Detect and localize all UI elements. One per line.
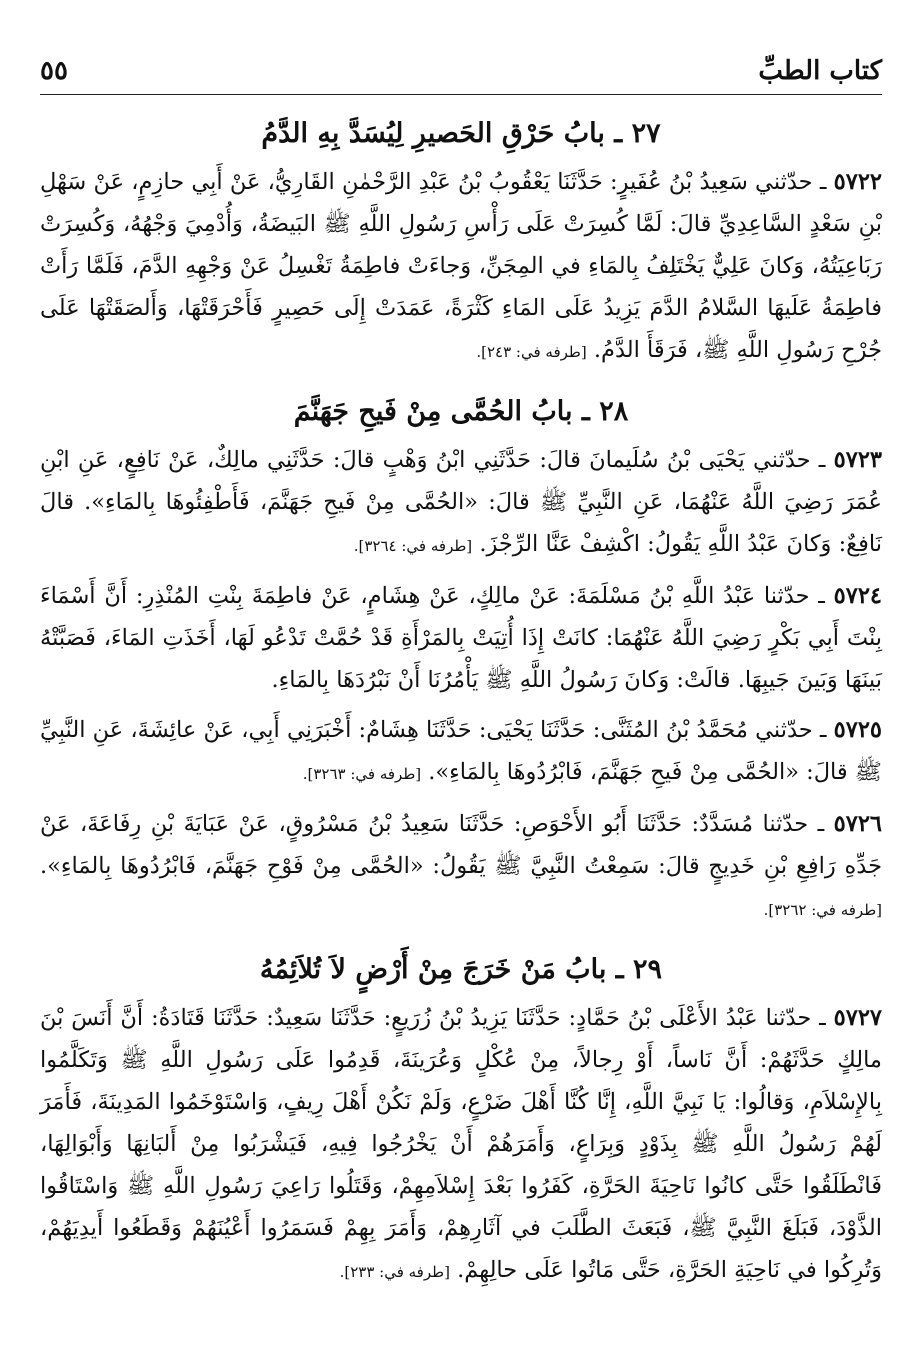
cross-reference: [طرفه في: ٢٤٣]. [476, 343, 587, 361]
hadith-text: ـ حدّثنا عَبْدُ الأَعْلَى بْنُ حَمَّادٍ: حَدَّثَنَا يَزِيدُ بْنُ زُرَيعٍ: حَدَّثَنَا سَعِيدٌ: حَدَّثَنَا قَتَادَةُ: أَنَّ أَنَسَ بْنَ مالِكٍ حَدَّثَهُمْ: أَنَّ نَاساً، أَوْ رِجالاً، مِنْ عُكْلٍ وَعُرَينَةَ، قَدِمُوا عَلَى رَسُولِ اللَّهِ ﷺ وَتَكَلَّمُوا بِالإِسْلاَمِ، وَقالُوا: يَا نَبِيَّ اللَّهِ، إِنَّا كُنَّا أَهْلَ ضَرْعٍ، وَلَمْ نَكُنْ أَهْلَ رِيفٍ، وَاسْتَوْخَمُوا المَدِينَةَ، فَأَمَرَ لَهُمْ رَسُولُ اللَّهِ ﷺ بِذَوْدٍ وَبِرَاعٍ، وَأَمَرَهُمْ أَنْ يَخْرُجُوا فِيهِ، فَيَشْرَبُوا مِنْ أَلبَانِهَا وَأَبْوَالِهَا، فَانْطَلَقُوا حَتَّى كانُوا نَاحِيَةَ الحَرَّةِ، كَفَرُوا بَعْدَ إِسْلاَمِهِمْ، وَقَتَلُوا رَاعِيَ رَسُولِ اللَّهِ ﷺ وَاسْتَاقُوا الذَّوْدَ، فَبَلَغَ النَّبِيَّ ﷺ، فَبَعَثَ الطَّلَبَ في آثَارِهِمْ، وَأَمَرَ بِهِمْ فَسَمَرُوا أَعْيُنَهُمْ وَقَطَعُوا أَيدِيَهُمْ، وَتُرِكُوا في نَاحِيَةِ الحَرَّةِ، حَتَّى مَاتُوا عَلَى حالِهِمْ. [40, 1005, 882, 1283]
hadith-number: ٥٧٢٤ [833, 583, 883, 609]
cross-reference: [طرفه في: ٣٢٦٢]. [763, 901, 882, 919]
chapter-title: ٢٩ ـ بابُ مَنْ خَرَجَ مِنْ أَرْضٍ لاَ تُلاَئِمُهُ [259, 954, 663, 985]
cross-reference: [طرفه في: ٣٢٦٣]. [302, 765, 422, 783]
hadith-paragraph [40, 709, 882, 795]
hadith-text: ـ حدّثنا مُسَدَّدٌ: حَدَّثَنَا أَبُو الأَحْوَصِ: حَدَّثَنَا سَعِيدُ بْنُ مَسْرُوقٍ، عَنْ عَبَايَةَ بْنِ رِفَاعَةَ، عَنْ جَدِّهِ رَافِعِ بْنِ خَدِيجٍ قالَ: سَمِعْتُ النَّبِيَّ ﷺ يَقُولُ: «الحُمَّى مِنْ فَوْحِ جَهَنَّمَ، فَابْرُدُوهَا بِالمَاءِ». [40, 811, 882, 879]
hadith-number: ٥٧٢٧ [833, 1005, 882, 1031]
hadith-text: ـ حدّثني مُحَمَّدُ بْنُ المُثَنَّى: حَدَّثَنَا يَحْيَى: حَدَّثَنَا هِشَامٌ: أَخْبَرَنِي أَبِي، عَنْ عائِشَةَ، عَنِ النَّبِيِّ ﷺ قالَ: «الحُمَّى مِنْ فَيحِ جَهَنَّمَ، فَابْرُدُوهَا بِالمَاءِ». [40, 717, 882, 785]
running-title: كتاب الطبِّ [758, 56, 882, 86]
hadith-paragraph [40, 997, 882, 1293]
page-number: ٥٥ [40, 56, 68, 86]
hadith-text: ـ حدّثنا عَبْدُ اللَّهِ بْنُ مَسْلَمَةَ: عَنْ مالِكٍ، عَنْ هِشَامٍ، عَنْ فاطِمَةَ بِنْتِ المُنْذِرِ: أَنَّ أَسْمَاءَ بِنْتَ أَبِي بَكْرٍ رَضِيَ اللَّهُ عَنْهُمَا: كانَتْ إِذَا أُتِيَتْ بِالمَرْأَةِ قَدْ حُمَّتْ تَدْعُو لَهَا، أَخَذَتِ المَاءَ، فَصَبَّتْهُ بَينَهَا وَبَينَ جَيبِهَا. قالَتْ: وَكانَ رَسُولُ اللَّهِ ﷺ يَأْمُرُنَا أَنْ نَبْرُدَهَا بِالمَاءِ. [40, 583, 882, 693]
hadith-number: ٥٧٢٢ [833, 169, 883, 195]
cross-reference: [طرفه في: ٢٣٣]. [339, 1263, 450, 1281]
hadith-text: ـ حدّثني سَعِيدُ بْنُ عُفَيرٍ: حَدَّثَنَا يَعْقُوبُ بْنُ عَبْدِ الرَّحْمٰنِ القَارِيُّ، عَنْ أَبِي حازِمٍ، عَنْ سَهْلِ بْنِ سَعْدٍ السَّاعِدِيِّ قالَ: لَمَّا كُسِرَتْ عَلَى رَأْسِ رَسُولِ اللَّهِ ﷺ البَيضَةُ، وَأُدْمِيَ وَجْهُهُ، وَكُسِرَتْ رَبَاعِيَتُهُ، وَكانَ عَلِيٌّ يَخْتَلِفُ بِالمَاءِ في المِجَنِّ، وَجاءَتْ فاطِمَةُ تَغْسِلُ عَنْ وَجْهِهِ الدَّمَ، فَلَمَّا رَأَتْ فاطِمَةُ عَلَيهَا السَّلامُ الدَّمَ يَزِيدُ عَلَى المَاءِ كَثْرَةً، عَمَدَتْ إِلَى حَصِيرٍ فَأَحْرَقَتْهَا، وَأَلصَقَتْهَا عَلَى جُرْحِ رَسُولِ اللَّهِ ﷺ، فَرَقَأَ الدَّمُ. [40, 169, 882, 363]
hadith-text: ـ حدّثني يَحْيَى بْنُ سُلَيمانَ قالَ: حَدَّثَنِي ابْنُ وَهْبٍ قالَ: حَدَّثَنِي مالِكٌ، عَنْ نَافِعٍ، عَنِ ابْنِ عُمَرَ رَضِيَ اللَّهُ عَنْهُمَا، عَنِ النَّبِيِّ ﷺ قالَ: «الحُمَّى مِنْ فَيحِ جَهَنَّمَ، فَأَطْفِئُوهَا بِالمَاءِ». قالَ نَافِعٌ: وَكانَ عَبْدُ اللَّهِ يَقُولُ: اكْشِفْ عَنَّا الرِّجْزَ. [40, 447, 882, 557]
chapter-title: ٢٨ ـ بابُ الحُمَّى مِنْ فَيحِ جَهَنَّمَ [293, 396, 629, 427]
hadith-number: ٥٧٢٣ [833, 447, 882, 473]
hadith-paragraph [40, 439, 882, 567]
cross-reference: [طرفه في: ٣٢٦٤]. [353, 537, 473, 555]
book-page [40, 50, 882, 1330]
hadith-number: ٥٧٢٥ [833, 717, 883, 743]
hadith-paragraph [40, 803, 882, 931]
hadith-number: ٥٧٢٦ [833, 811, 883, 837]
hadith-paragraph [40, 161, 882, 373]
chapter-title: ٢٧ ـ بابُ حَرْقِ الحَصيرِ لِيُسَدَّ بِهِ الدَّمُ [261, 118, 661, 149]
hadith-paragraph [40, 575, 882, 701]
page-header [40, 50, 882, 95]
